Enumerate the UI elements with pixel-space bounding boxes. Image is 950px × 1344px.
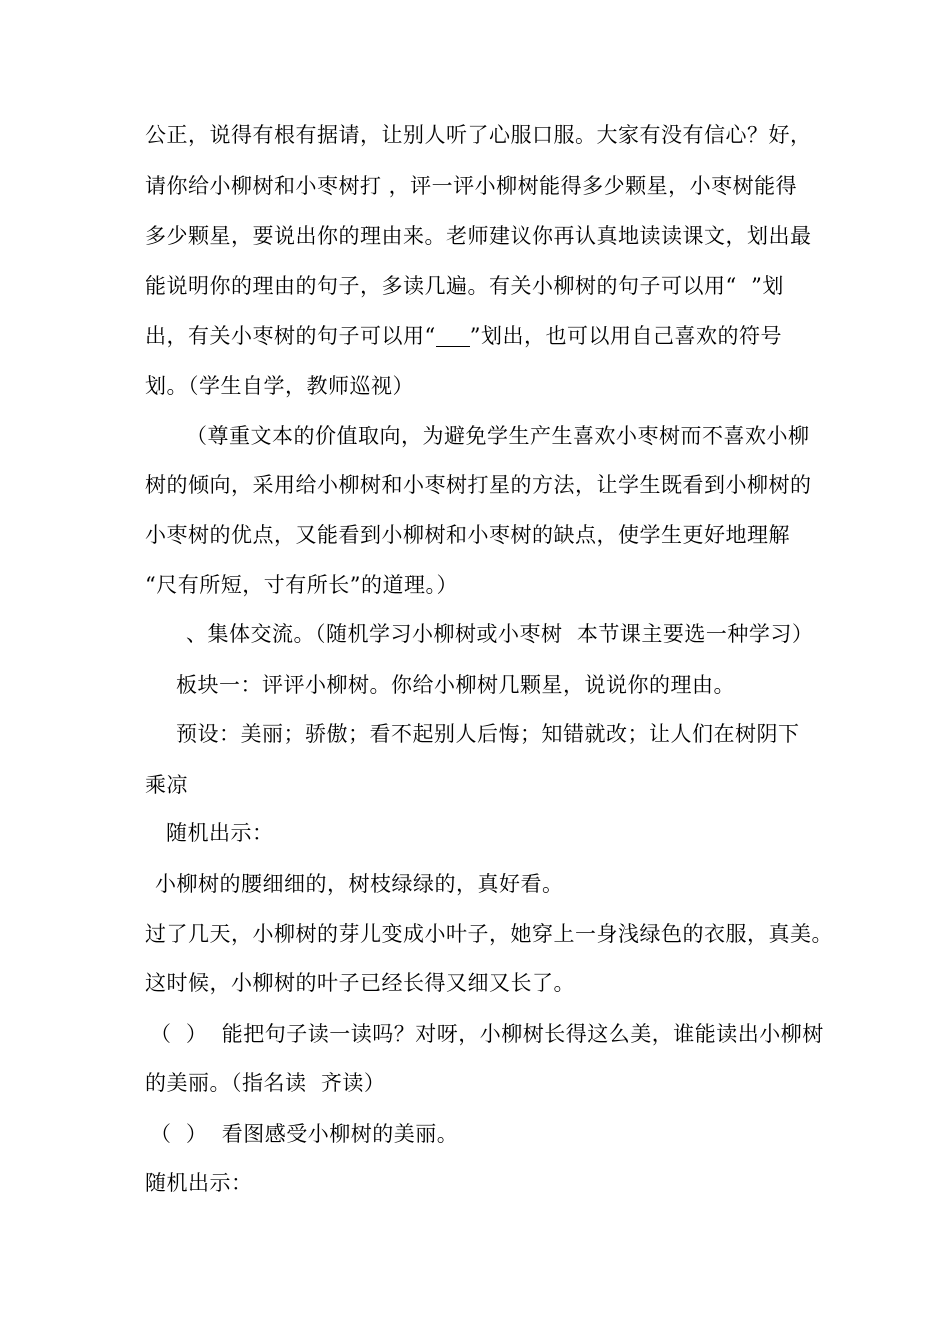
paragraph-line: 能说明你的理由的句子，多读几遍。有关小柳树的句子可以用“ ”划 (145, 274, 784, 298)
paragraph-line: 多少颗星，要说出你的理由来。老师建议你再认真地读读课文，划出最 (145, 224, 812, 248)
underline-blank (436, 324, 470, 347)
paragraph-line: 乘凉 (145, 773, 188, 797)
paragraph-line: 预设：美丽；骄傲；看不起别人后悔；知错就改；让人们在树阴下 (176, 722, 800, 746)
paragraph-line: 随机出示： (166, 821, 274, 845)
annotation-line: （尊重文本的价值取向，为避免学生产生喜欢小枣树而不喜欢小柳 (186, 424, 810, 448)
paragraph-line: 随机出示： (145, 1171, 253, 1195)
line-text: 出，有关小枣树的句子可以用“ (145, 324, 436, 348)
paragraph-line: 请你给小柳树和小枣树打 ，评一评小柳树能得多少颗星，小枣树能得 (145, 174, 798, 198)
block-heading: 板块一：评评小柳树。你给小柳树几颗星，说说你的理由。 (176, 673, 735, 697)
line-text: ”划出，也可以用自己喜欢的符号 (469, 324, 782, 348)
paragraph-line: （ ） 能把句子读一读吗？对呀，小柳树长得这么美，谁能读出小柳树 (150, 1022, 824, 1046)
paragraph-line: （ ） 看图感受小柳树的美丽。 (150, 1122, 459, 1146)
annotation-line: “尺有所短，寸有所长”的道理。） (145, 573, 458, 597)
paragraph-line: 的美丽。（指名读 齐读） (145, 1071, 386, 1095)
quote-line: 过了几天，小柳树的芽儿变成小叶子，她穿上一身浅绿色的衣服，真美。 (145, 922, 833, 946)
paragraph-line (145, 322, 782, 350)
paragraph-line: 公正，说得有根有据请，让别人听了心服口服。大家有没有信心？好， (145, 123, 812, 147)
quote-line: 这时候，小柳树的叶子已经长得又细又长了。 (145, 971, 575, 995)
annotation-line: 小枣树的优点，又能看到小柳树和小枣树的缺点，使学生更好地理解 (145, 523, 790, 547)
annotation-line: 树的倾向，采用给小柳树和小枣树打星的方法，让学生既看到小柳树的 (145, 473, 812, 497)
paragraph-line: 划。（学生自学，教师巡视） (145, 374, 414, 398)
section-heading: 、集体交流。（随机学习小柳树或小枣树 本节课主要选一种学习） (186, 622, 814, 646)
quote-line: 小柳树的腰细细的，树枝绿绿的，真好看。 (155, 872, 564, 896)
